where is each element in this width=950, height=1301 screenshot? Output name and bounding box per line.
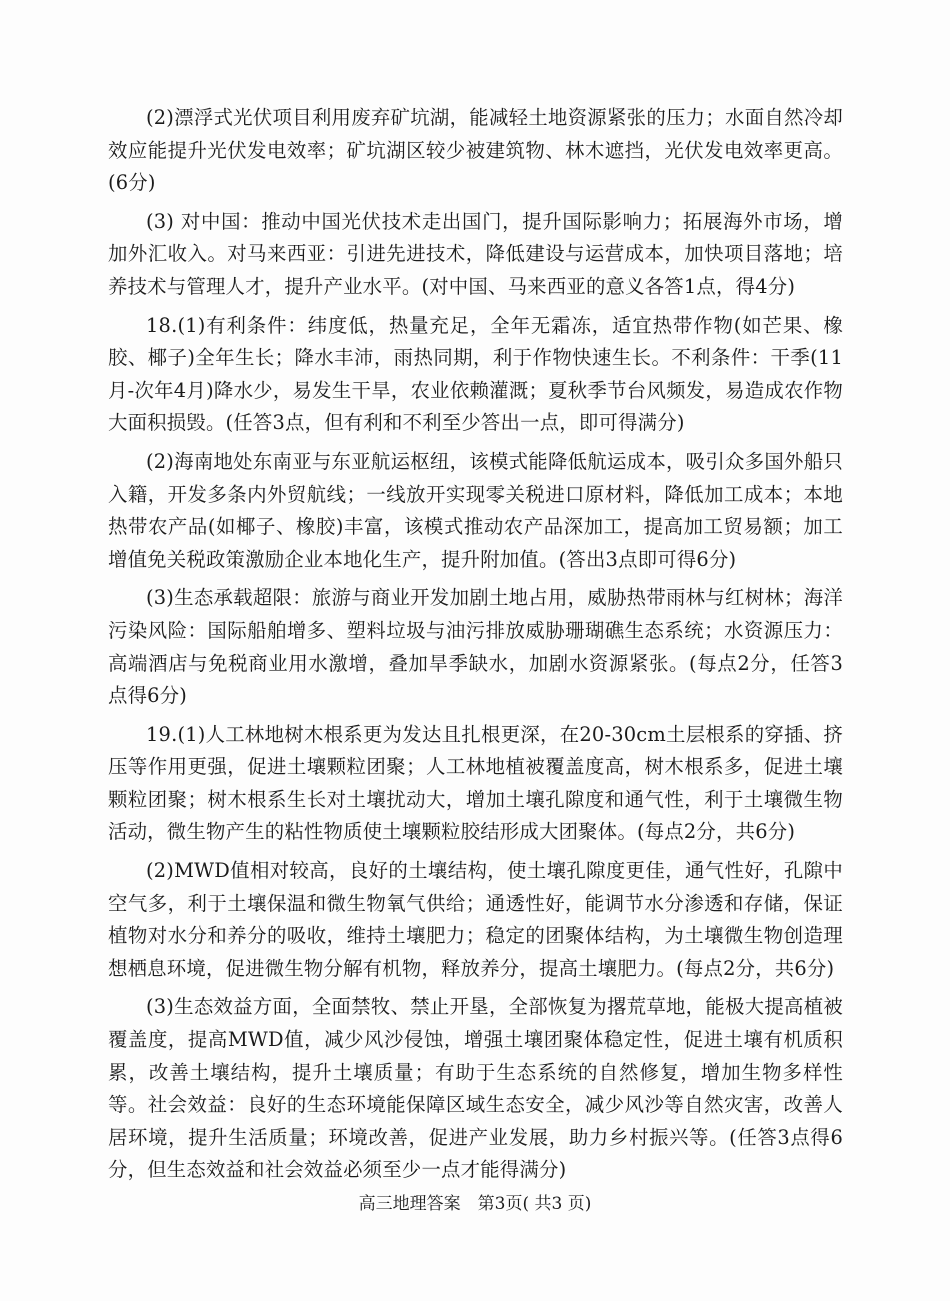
answer-17-2: (2)漂浮式光伏项目利用废弃矿坑湖，能减轻土地资源紧张的压力；水面自然冷却效应能提升光伏发电效率；矿坑湖区较少被建筑物、林木遮挡，光伏发电效率更高。(6分) — [108, 106, 843, 195]
page-footer: 高三地理答案 第3页( 共3 页) — [358, 1194, 592, 1214]
answer-18-3: (3)生态承载超限：旅游与商业开发加剧土地占用，威胁热带雨林与红树林；海洋污染风险：国际船舶增多、塑料垃圾与油污排放威胁珊瑚礁生态系统；水资源压力：高端酒店与免税商业用水激增，叠加旱季缺水，加剧水资源紧张。(每点2分，任答3点得6分) — [108, 586, 843, 708]
answer-19-1: 19.(1)人工林地树木根系更为发达且扎根更深，在20-30cm土层根系的穿插、挤压等作用更强，促进土壤颗粒团聚；人工林地植被覆盖度高，树木根系多，促进土壤颗粒团聚；树木根系生长对土壤扰动大，增加土壤孔隙度和通气性，利于土壤微生物活动，微生物产生的粘性物质使土壤颗粒胶结形成大团聚体。(每点2分，共6分) — [108, 722, 843, 844]
answer-18-1: 18.(1)有利条件：纬度低，热量充足，全年无霜冻，适宜热带作物(如芒果、橡胶、椰子)全年生长；降水丰沛，雨热同期，利于作物快速生长。不利条件：干季(11月-次年4月)降水少，易发生干旱，农业依赖灌溉；夏秋季节台风频发，易造成农作物大面积损毁。(任答3点，但有利和不利至少答出一点，即可得满分) — [108, 313, 843, 435]
answer-19-3: (3)生态效益方面，全面禁牧、禁止开垦，全部恢复为撂荒草地，能极大提高植被覆盖度，提高MWD值，减少风沙侵蚀，增强土壤团聚体稳定性，促进土壤有机质积累，改善土壤结构，提升土壤质量；有助于生态系统的自然修复，增加生物多样性等。社会效益：良好的生态环境能保障区域生态安全，减少风沙等自然灾害，改善人居环境，提升生活质量；环境改善，促进产业发展，助力乡村振兴等。(任答3点得6分，但生态效益和社会效益必须至少一点才能得满分) — [108, 995, 843, 1182]
answer-18-2: (2)海南地处东南亚与东亚航运枢纽，该模式能降低航运成本，吸引众多国外船只入籍，开发多条内外贸航线；一线放开实现零关税进口原材料，降低加工成本；本地热带农产品(如椰子、橡胶)丰富，该模式推动农产品深加工，提高加工贸易额；加工增值免关税政策激励企业本地化生产，提升附加值。(答出3点即可得6分) — [108, 449, 843, 571]
answer-19-2: (2)MWD值相对较高，良好的土壤结构，使土壤孔隙度更佳，通气性好，孔隙中空气多，利于土壤保温和微生物氧气供给；通透性好，能调节水分渗透和存储，保证植物对水分和养分的吸收，维持土壤肥力；稳定的团聚体结构，为土壤微生物创造理想栖息环境，促进微生物分解有机物，释放养分，提高土壤肥力。(每点2分，共6分) — [108, 859, 843, 980]
answer-content — [108, 102, 843, 1193]
answer-17-3: (3) 对中国：推动中国光伏技术走出国门，提升国际影响力；拓展海外市场，增加外汇收入。对马来西亚：引进先进技术，降低建设与运营成本，加快项目落地；培养技术与管理人才，提升产业水平。(对中国、马来西亚的意义各答1点，得4分) — [108, 209, 843, 298]
